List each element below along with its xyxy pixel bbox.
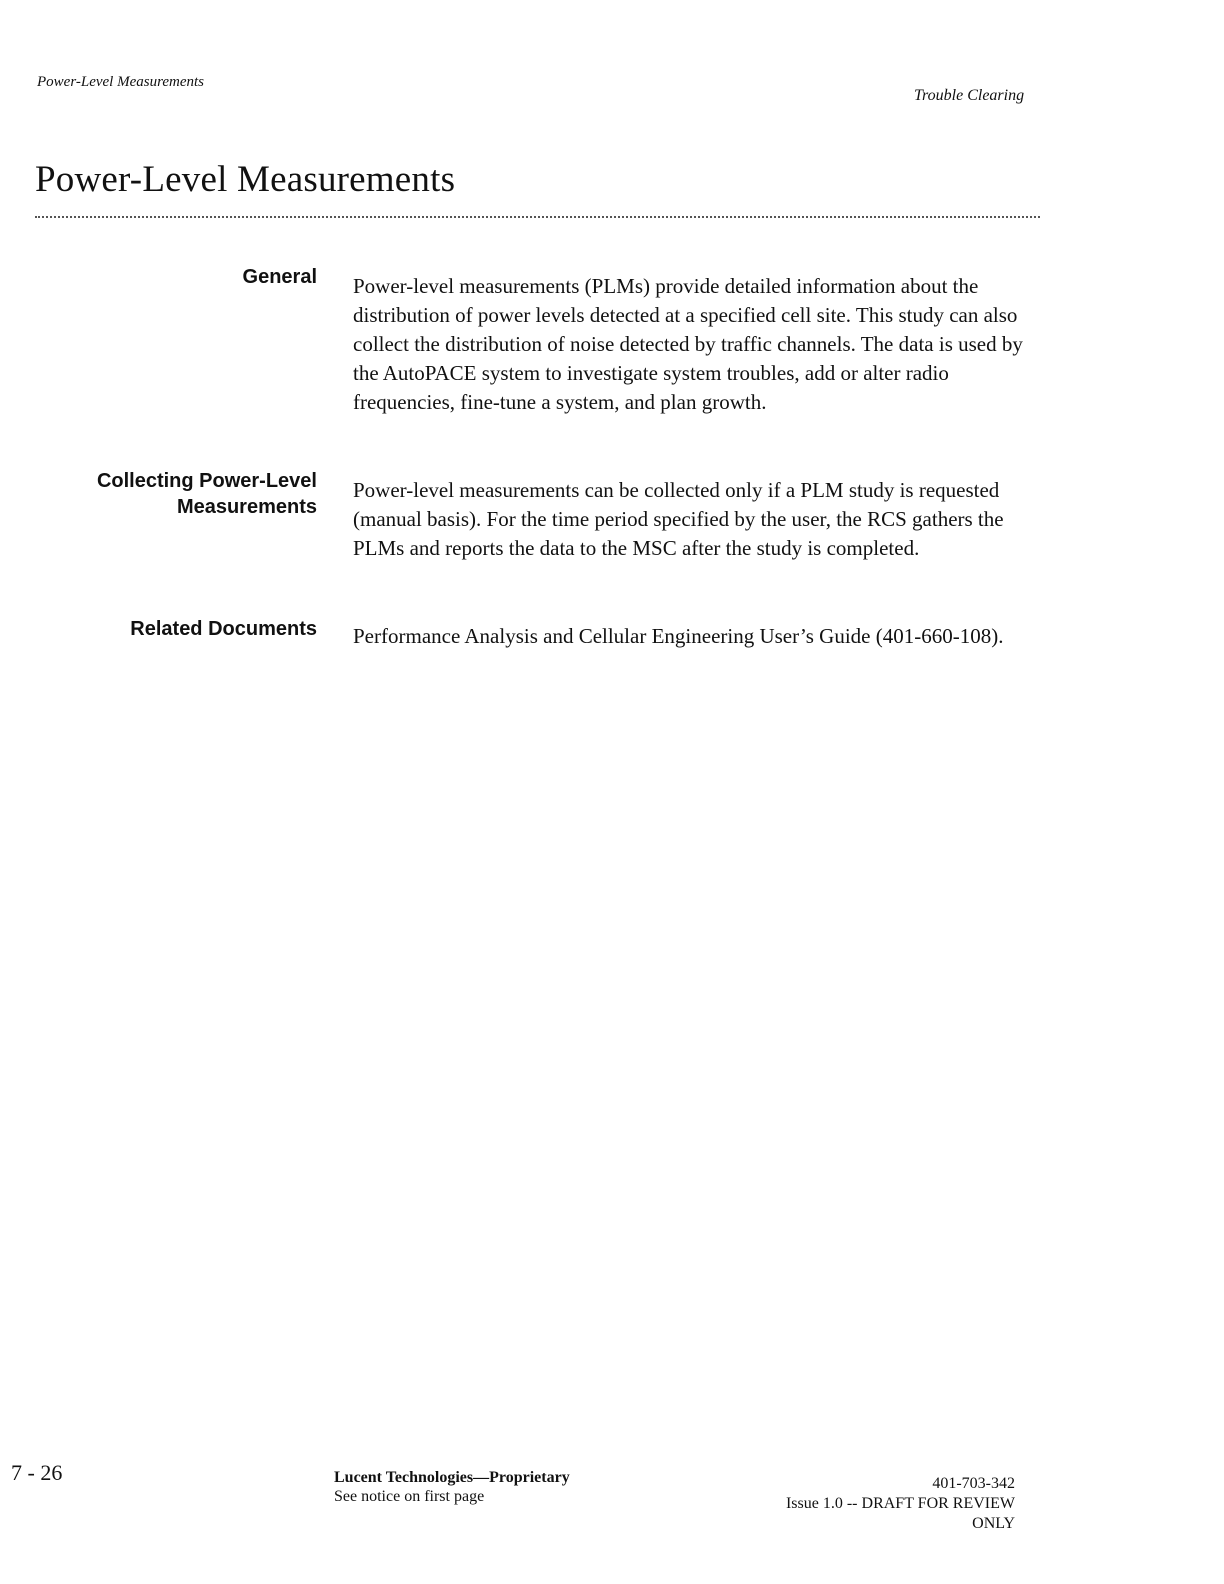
section-label-general: General [242, 266, 317, 288]
footer-doc-number: 401-703-342 [932, 1475, 1015, 1492]
footer-issue-line1: Issue 1.0 -- DRAFT FOR REVIEW [785, 1495, 1015, 1512]
section-label-collecting-line2: Measurements [176, 496, 317, 518]
title-divider [35, 216, 1040, 218]
footer-notice: See notice on first page [334, 1488, 485, 1505]
section-body-related-documents: Performance Analysis and Cellular Engineering User’s Guide (401-660-108). [353, 624, 1004, 648]
section-body-general: Power-level measurements (PLMs) provide detailed information about the distribution of power levels detected at a specified cell site. This study can also collect the distribution of noise detected by traffic channels. The data is used by the AutoPACE system to investigate system troubles, add or alter radio frequencies, fine-tune a system, and plan growth. [353, 274, 1023, 414]
section-label-collecting [17, 468, 317, 520]
section-label-collecting-line1: Collecting Power-Level [96, 470, 317, 492]
footer-center [334, 1468, 570, 1506]
running-head-left: Power-Level Measurements [37, 74, 205, 90]
section-body-collecting: Power-level measurements can be collected only if a PLM study is requested (manual basis). For the time period specified by the user, the RCS gathers the PLMs and reports the data to the MSC after the study is completed. [353, 478, 1004, 560]
page-title: Power-Level Measurements [35, 159, 456, 200]
footer-page-number: 7 - 26 [11, 1460, 63, 1485]
footer-company: Lucent Technologies—Proprietary [334, 1469, 570, 1486]
running-head-right: Trouble Clearing [914, 87, 1025, 104]
footer-issue-line2: ONLY [972, 1515, 1015, 1532]
footer-right [786, 1474, 1015, 1534]
section-label-related-documents: Related Documents [130, 618, 317, 640]
